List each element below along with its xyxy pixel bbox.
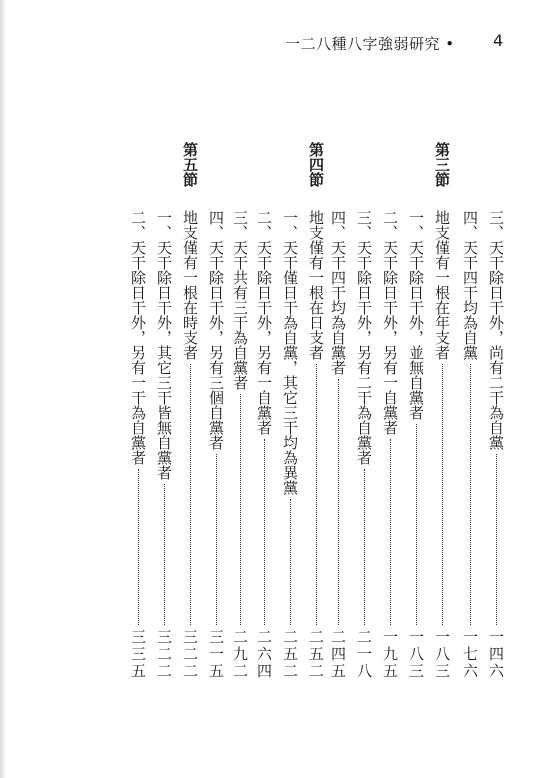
toc-entry [306, 210, 326, 680]
section-heading: 第四節 [307, 142, 325, 187]
toc-entry-text: 四、天干除日干外，另有三個自黨者 [207, 210, 225, 450]
toc-entry-text: 一、天干僅日干為自黨，其它三干均為異黨 [281, 210, 299, 495]
toc-entry [406, 210, 426, 680]
toc-entry-page: 一八三 [407, 629, 425, 680]
toc-entry-text: 二、天干除日干外，另有一干為自黨者 [129, 210, 147, 465]
toc-entry [380, 210, 400, 680]
toc-entry [254, 210, 274, 680]
leader-dots [338, 379, 339, 625]
leader-dots [496, 454, 497, 625]
toc-entry-page: 三一五 [207, 629, 225, 680]
toc-entry-text: 三、天干除日干外，尚有二干為自黨 [487, 210, 505, 450]
leader-dots [264, 439, 265, 625]
toc-entry-text: 地支僅有一根在年支者 [433, 210, 451, 360]
leader-dots [470, 364, 471, 625]
running-header-title: 一二八種八字強弱研究 • [285, 35, 455, 53]
toc-entry [180, 210, 200, 680]
toc-entry [486, 210, 506, 680]
leader-dots [416, 424, 417, 625]
leader-dots [442, 364, 443, 625]
toc-entry [354, 210, 374, 680]
leader-dots [316, 364, 317, 625]
toc-entry-page: 二一八 [355, 629, 373, 680]
toc-entry-page: 一八三 [433, 629, 451, 680]
toc-entry-page: 二四五 [329, 629, 347, 680]
toc-entry [328, 210, 348, 680]
toc-entry [128, 210, 148, 680]
toc-entry [280, 210, 300, 680]
toc-entry-text: 四、天干四干均為自黨者 [329, 210, 347, 375]
toc-entry [432, 210, 452, 680]
toc-entry-text: 四、天干四干均為自黨 [461, 210, 479, 360]
toc-entry-page: 一四六 [487, 629, 505, 680]
toc-entry-text: 地支僅有一根在日支者 [307, 210, 325, 360]
leader-dots [390, 439, 391, 625]
leader-dots [138, 469, 139, 625]
toc-entry-text: 三、天干除日干外，另有二干為自黨者 [355, 210, 373, 465]
leader-dots [190, 364, 191, 625]
toc-entry-page: 二五二 [281, 629, 299, 680]
leader-dots [164, 484, 165, 625]
leader-dots [364, 469, 365, 625]
leader-dots [216, 454, 217, 625]
toc-entry-page: 一七六 [461, 629, 479, 680]
toc-entry-page: 二五二 [307, 629, 325, 680]
toc-entry [154, 210, 174, 680]
toc-entry-text: 一、天干除日干外，其它三干皆無自黨者 [155, 210, 173, 480]
toc-entry [460, 210, 480, 680]
toc-entry-page: 三二二 [155, 629, 173, 680]
toc-entry [206, 210, 226, 680]
toc-entry-page: 三二二 [181, 629, 199, 680]
toc-entry-page: 二六四 [255, 629, 273, 680]
page-number: 4 [493, 31, 504, 50]
toc-entry-page: 二九二 [231, 629, 249, 680]
scan-edge-shadow [0, 0, 6, 778]
toc-entry-text: 三、天干共有三干為自黨者 [231, 210, 249, 390]
toc-entry-page: 三三五 [129, 629, 147, 680]
toc-entry-text: 二、天干除日干外，另有一自黨者 [381, 210, 399, 435]
toc-entry-page: 一九五 [381, 629, 399, 680]
toc-entry [230, 210, 250, 680]
section-heading: 第五節 [181, 142, 199, 187]
section-heading: 第三節 [433, 142, 451, 187]
toc-entry-text: 二、天干除日干外，另有一自黨者 [255, 210, 273, 435]
leader-dots [240, 394, 241, 625]
toc-entry-text: 地支僅有一根在時支者 [181, 210, 199, 360]
leader-dots [290, 499, 291, 625]
toc-entry-text: 一、天干除日干外，並無自黨者 [407, 210, 425, 420]
